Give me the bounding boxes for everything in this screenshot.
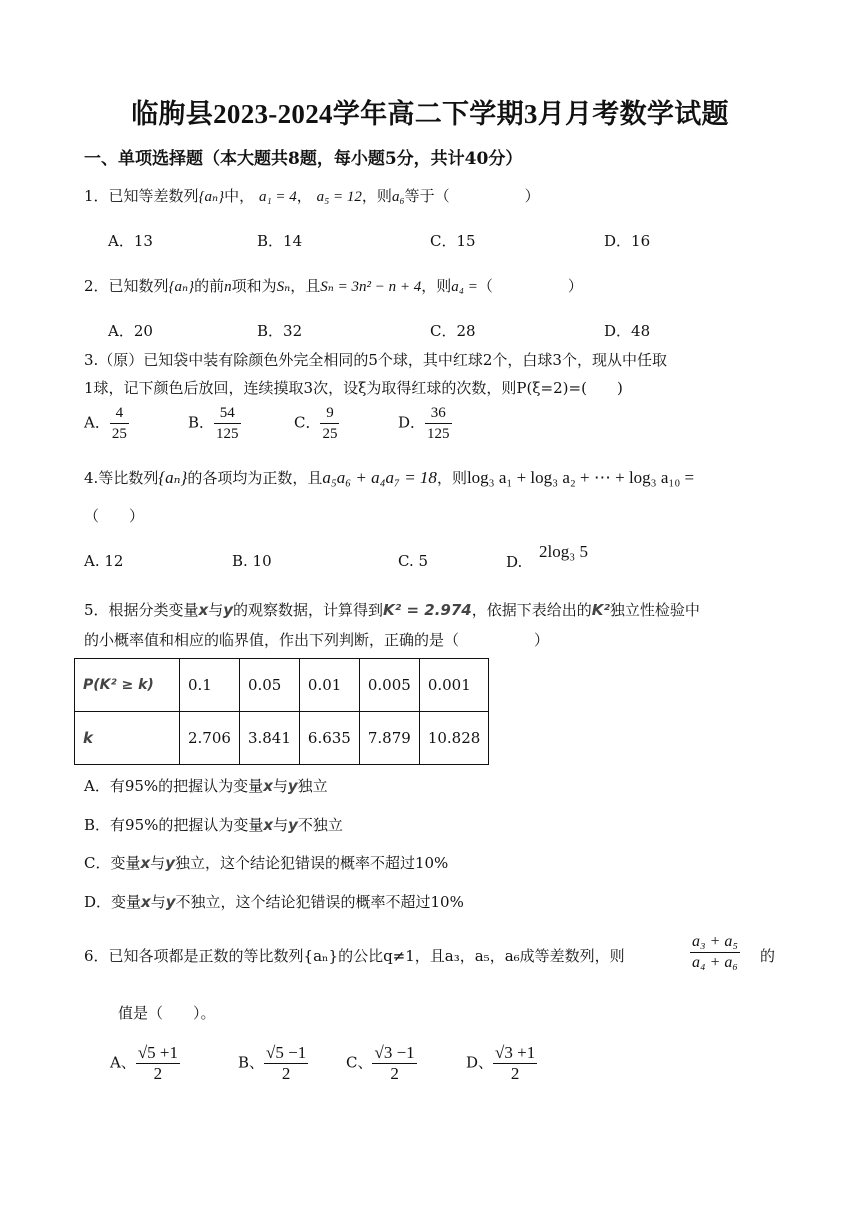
target-term: a₆ [391, 189, 405, 205]
table-cell: 0.001 [419, 659, 489, 712]
table-cell: 6.635 [299, 712, 359, 765]
q1-option-c[interactable]: C．15 [430, 232, 476, 250]
critical-value-table [74, 658, 489, 765]
question-5-line-1: 5．根据分类变量x与y的观察数据，计算得到K² = 2.974，依据下表给出的K²独立性检验中 [84, 601, 700, 619]
table-cell: 2.706 [180, 712, 240, 765]
chi-square-value: K² = 2.974 [383, 601, 472, 619]
q6-option-c[interactable]: C、 $\frac{√3 -1}{2}$ [346, 1043, 415, 1083]
sequence-notation: {aₙ} [168, 279, 195, 295]
fraction: $\frac{4}{25}$ [111, 405, 127, 442]
q6-option-a[interactable]: A、 $\frac{√5 +1}{2}$ [110, 1043, 179, 1083]
q2-option-c[interactable]: C．28 [430, 322, 476, 340]
sequence-notation: {aₙ} [198, 189, 225, 205]
q3-option-b[interactable]: B． $\frac{54}{125}$ [188, 405, 239, 442]
fraction: $\frac{54}{125}$ [216, 405, 239, 442]
question-1: 1．已知等差数列{aₙ}中， a₁ = 4， a₅ = 12，则a₆等于（ ） [84, 187, 540, 205]
question-6-de: 的 [760, 947, 776, 965]
sequence-notation: {aₙ} [158, 468, 188, 487]
table-row [75, 712, 489, 765]
q6-option-b[interactable]: B、 $\frac{√5 -1}{2}$ [238, 1043, 307, 1083]
table-cell: 0.1 [180, 659, 240, 712]
question-5-line-2: 的小概率值和相应的临界值，作出下列判断，正确的是（ ） [84, 631, 550, 649]
table-cell: 0.005 [359, 659, 419, 712]
table-cell: 7.879 [359, 712, 419, 765]
option-d-value: 2log₃ 5 [539, 542, 588, 561]
condition-a5: a₅ = 12 [316, 189, 362, 205]
q5-option-d[interactable]: D．变量x与y不独立，这个结论犯错误的概率不超过10% [84, 893, 464, 911]
table-cell: 10.828 [419, 712, 489, 765]
q2-option-a[interactable]: A．20 [108, 322, 153, 340]
question-6-line-2: 值是（ ）。 [118, 1004, 216, 1022]
q2-option-d[interactable]: D．48 [604, 322, 651, 340]
table-cell: 0.05 [239, 659, 299, 712]
table-cell: 3.841 [239, 712, 299, 765]
q3-option-c[interactable]: C． $\frac{9}{25}$ [294, 405, 338, 442]
q3-option-a[interactable]: A． $\frac{4}{25}$ [84, 405, 127, 442]
question-4-paren: （ ） [84, 507, 145, 525]
table-header-k: k [75, 712, 180, 765]
q5-option-c[interactable]: C．变量x与y独立，这个结论犯错误的概率不超过10% [84, 854, 449, 872]
q3-option-d[interactable]: D． $\frac{36}{125}$ [398, 405, 450, 442]
table-row [75, 659, 489, 712]
q4-option-b[interactable]: B. 10 [232, 552, 272, 570]
q6-option-d[interactable]: D、 $\frac{√3 +1}{2}$ [466, 1043, 536, 1083]
q1-option-b[interactable]: B．14 [257, 232, 303, 250]
q5-option-a[interactable]: A．有95%的把握认为变量x与y独立 [84, 777, 328, 795]
fraction: $\frac{9}{25}$ [322, 405, 338, 442]
fraction: $\frac{36}{125}$ [427, 405, 450, 442]
ratio-fraction: $\frac{\text{a₃ + a₅}}{\text{a₄ + a₆}}$ [692, 933, 738, 971]
q4-option-d[interactable]: D. 2log₃ 5 [506, 542, 588, 571]
page-title: 临朐县2023-2024学年高二下学期3月月考数学试题 [131, 99, 729, 129]
condition-a1: a₁ = 4 [258, 189, 297, 205]
question-3-line-1: 3.（原）已知袋中装有除颜色外完全相同的5个球，其中红球2个，白球3个，现从中任取 [84, 351, 667, 369]
q5-option-b[interactable]: B．有95%的把握认为变量x与y不独立 [84, 816, 343, 834]
q1-option-a[interactable]: A．13 [108, 232, 153, 250]
q2-option-b[interactable]: B．32 [257, 322, 303, 340]
table-cell: 0.01 [299, 659, 359, 712]
sum-formula: Sₙ = 3n² − n + 4 [320, 279, 422, 295]
question-6-line-1: 6．已知各项都是正数的等比数列{aₙ}的公比q≠1，且a₃，a₅，a₆成等差数列，则 [84, 947, 625, 965]
table-header-prob: P(K² ≥ k) [75, 659, 180, 712]
q4-option-a[interactable]: A. 12 [84, 552, 124, 570]
log-expression: log₃ a₁ + log₃ a₂ + ⋯ + log₃ a₁₀ = [466, 468, 695, 487]
q4-option-c[interactable]: C. 5 [398, 552, 429, 570]
question-3-line-2: 1球，记下颜色后放回，连续摸取3次，设ξ为取得红球的次数，则P(ξ=2)=( ) [84, 379, 623, 397]
question-2: 2．已知数列{aₙ}的前n项和为Sₙ，且Sₙ = 3n² − n + 4，则a₄ =（ ） [84, 277, 583, 295]
section-heading: 一、单项选择题（本大题共8题，每小题5分，共计40分） [84, 149, 523, 169]
condition: a₅a₆ + a₄a₇ = 18 [322, 468, 437, 487]
question-4: 4.等比数列{aₙ}的各项均为正数，且a₅a₆ + a₄a₇ = 18，则log₃ a₁ + log₃ a₂ + ⋯ + log₃ a₁₀ = [84, 468, 695, 487]
q1-option-d[interactable]: D．16 [604, 232, 651, 250]
